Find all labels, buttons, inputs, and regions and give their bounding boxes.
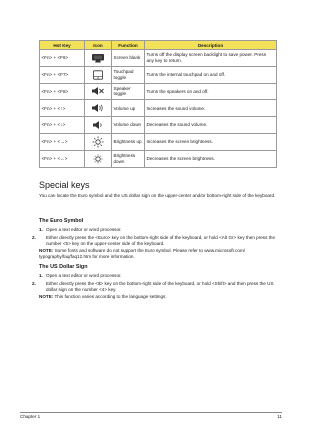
header-description: Description bbox=[145, 41, 277, 50]
function-cell: Speaker toggle bbox=[112, 83, 145, 100]
note-text: Some fonts and software do not support the Euro symbol. Please refer to www.microsoft.com/ typography/faq/faq12.htm for more information. bbox=[39, 248, 246, 259]
function-cell: Volume up bbox=[112, 100, 145, 117]
step-text: Either directly press the <Euro> key on the bottom-right side of the keyboard, or hold <Alt Gr> key then press the number <5> key on the upper-center side of the keyboard. bbox=[46, 235, 276, 246]
function-cell: Touchpad toggle bbox=[112, 66, 145, 83]
hotkey-table-header bbox=[40, 41, 277, 50]
description-cell: Decreases the sound volume. bbox=[145, 117, 277, 134]
function-cell: Screen blank bbox=[112, 50, 145, 67]
volume-up-icon bbox=[85, 103, 111, 113]
step-number: 2. bbox=[32, 235, 36, 240]
description-cell: Decreases the screen brightness. bbox=[145, 150, 277, 167]
function-cell: Brightness up bbox=[112, 133, 145, 150]
description-cell: Increases the sound volume. bbox=[145, 100, 277, 117]
step-number: 1. bbox=[39, 227, 43, 232]
header-function: Function bbox=[112, 41, 145, 50]
hot-key-cell: <Fn> + <F8> bbox=[40, 83, 85, 100]
table-row bbox=[40, 66, 277, 83]
euro-symbol-title: The Euro Symbol bbox=[39, 218, 84, 224]
hotkey-table bbox=[39, 40, 277, 168]
note-text: This function varies according to the language settings. bbox=[54, 294, 167, 299]
hot-key-cell: <Fn> + <F7> bbox=[40, 66, 85, 83]
description-cell: Turns the internal touchpad on and off. bbox=[145, 66, 277, 83]
note-label: NOTE: bbox=[39, 248, 54, 253]
hot-key-cell: <Fn> + <F6> bbox=[40, 50, 85, 67]
function-cell: Volume down bbox=[112, 117, 145, 134]
description-cell: Increases the screen brightness. bbox=[145, 133, 277, 150]
table-row bbox=[40, 150, 277, 167]
table-row bbox=[40, 133, 277, 150]
speaker-mute-icon bbox=[85, 86, 111, 96]
section-title-special-keys: Special keys bbox=[39, 180, 90, 190]
step-text: Open a text editor or word processor. bbox=[46, 227, 122, 232]
footer-divider bbox=[20, 412, 282, 413]
list-item bbox=[39, 273, 277, 279]
monitor-off-icon bbox=[85, 53, 111, 63]
description-cell: Turns the speakers on and off. bbox=[145, 83, 277, 100]
page-number: 11 bbox=[277, 414, 282, 419]
header-icon: Icon bbox=[85, 41, 112, 50]
header-hot-key: Hot Key bbox=[40, 41, 85, 50]
hot-key-cell: <Fn> + <↓> bbox=[40, 117, 85, 134]
touchpad-icon bbox=[85, 70, 111, 80]
step-text: Either directly press the <$> key on the bottom-right side of the keyboard, or hold <Shift> and then press the US dollar sign on the number <4> key. bbox=[46, 281, 274, 292]
special-keys-intro: You can locate the Euro symbol and the US dollar sign on the upper-center and/or bottom-right side of the keyboard. bbox=[39, 193, 276, 198]
volume-down-icon bbox=[85, 120, 111, 130]
list-item bbox=[39, 227, 277, 233]
note-label: NOTE: bbox=[39, 294, 54, 299]
table-row bbox=[40, 100, 277, 117]
dollar-sign-title: The US Dollar Sign bbox=[39, 264, 88, 270]
function-cell: Brightness down bbox=[112, 150, 145, 167]
step-number: 2. bbox=[32, 281, 36, 286]
description-cell: Turns off the display screen backlight to save power. Press any key to return. bbox=[145, 50, 277, 67]
table-row bbox=[40, 50, 277, 67]
table-row bbox=[40, 117, 277, 134]
brightness-down-icon bbox=[85, 153, 111, 165]
step-text: Open a text editor or word processor. bbox=[46, 273, 122, 278]
brightness-up-icon bbox=[85, 136, 111, 148]
hot-key-cell: <Fn> + <←> bbox=[40, 150, 85, 167]
euro-note bbox=[39, 248, 269, 260]
list-item bbox=[32, 281, 284, 293]
footer-chapter: Chapter 1 bbox=[20, 414, 41, 419]
hot-key-cell: <Fn> + <↑> bbox=[40, 100, 85, 117]
table-row bbox=[40, 83, 277, 100]
hot-key-cell: <Fn> + <→> bbox=[40, 133, 85, 150]
dollar-note bbox=[39, 294, 269, 300]
step-number: 1. bbox=[39, 273, 43, 278]
list-item bbox=[32, 235, 284, 247]
